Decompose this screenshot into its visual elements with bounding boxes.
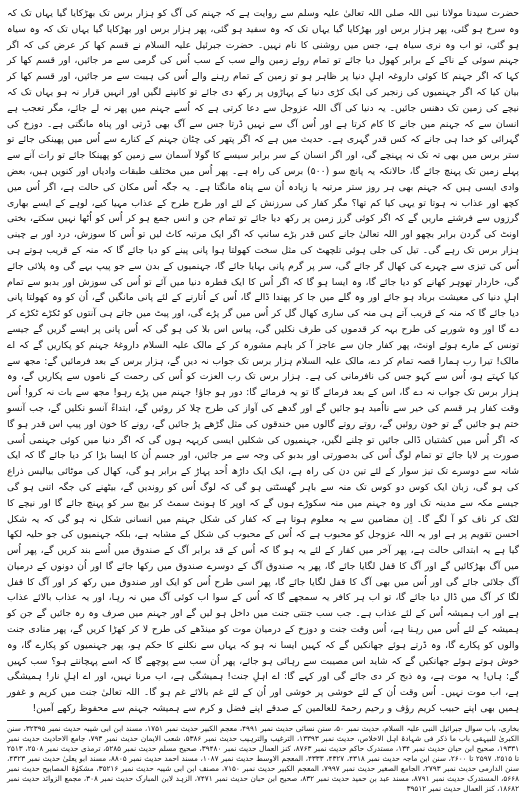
footnote-divider <box>7 720 519 721</box>
references-footnote: بخاری، باب سوال جبرائیل النبی علیہ السلام، حدیث نمبر ۵۰، سنن نسائی حدیث نمبر ۴۹۹۱، معجم الکبیر حدیث نمبر ۱۷۵۱، مسند ابن ابی شیبہ حدیث نمبر ۳۲۳۹۵، سنن الکبریٰ للبیہقی باب ما ذکر فی شہادۃ اہل الاخلاص، حدیث نمبر ۱۳۳۹۳، الترغیب والترہیب حدیث نمبر ۵۳۸۶، شعب الایمان حدیث نمبر ۷۹۳، جامع الاحادیث حدیث نمبر ۱۹۳۳۱، صحیح ابن حبان حدیث نمبر ۱۳۴، مستدرک حاکم حدیث نمبر ۸۷۶۳، کنز العمال حدیث نمبر ۳۹۴۸۰، صحیح مسلم حدیث نمبر ۵۲۸۵، ترمذی حدیث نمبر ۲۵۰۸، ۲۵۱۳ تا ۲۵۱۵، ۲۵۹۷ تا ۲۶۰۰، سنن ابن ماجہ حدیث نمبر ۴۳۱۸، ۴۳۲۷، ۴۳۳۳، المعجم الاوسط حدیث نمبر ۱۰۸۷، مسند احمد حدیث نمبر ۸۸۰۵، مسند ابو یعلیٰ حدیث نمبر ۴۳۲۳، سنن الدارمی حدیث نمبر ۲۷۹۳، الجامع الصغیر حدیث نمبر ۷۹۹۷، المعجم الکبیر حدیث نمبر ۷۱۵۰، مصنف ابن ابی شیبہ حدیث نمبر ۳۵۲۱۶، مشکوٰۃ المصابیح حدیث نمبر ۵۶۶۸، المستدرک حدیث نمبر ۸۷۹۱، مسند عبد بن حمید حدیث نمبر ۸۳۲، صحیح ابن حبان حدیث نمبر ۷۴۷۱، الزہد لابن المبارک حدیث نمبر ۳۰۸، مجمع الزوائد حدیث نمبر ۱۸۶۸۲، کنز العمال حدیث نمبر ۳۹۵۱۲ <box>7 723 520 794</box>
article-body: حضرت سیدنا مولانا نبی اللہ صلی اللہ تعالیٰ علیہ وسلم سے روایت ہے کہ جہنم کی آگ کو ہزار برس تک بھڑکایا گیا یہاں تک کہ وہ سرخ ہو گئی، پھر ہزار برس اور بھڑکایا گیا یہاں تک کہ وہ سفید ہو گئی، پھر ہزار برس اور بھڑکایا گیا یہاں تک کہ وہ سیاہ ہو گئی، تو اب وہ نری سیاہ ہے، جس میں روشنی کا نام نہیں۔ حضرت جبرئیل علیہ السلام نے قسم کھا کر عرض کی کہ اگر جہنم سوئی کے ناکے کے برابر کھول دیا جائے تو تمام روئے زمین والے سب کے سب اُس کی گرمی سے مر جائیں، اور قسم کھا کر کہا کہ اگر جہنم کا کوئی داروغہ اہلِ دنیا پر ظاہر ہو تو زمین کے تمام رہنے والے اُس کی ہیبت سے مر جائیں، اور قسم کھا کر بیان کیا کہ اگر جہنمیوں کی زنجیر کی ایک کڑی دنیا کے پہاڑوں پر رکھ دی جائے تو کانپنے لگیں اور انہیں قرار نہ ہو یہاں تک کہ نیچے کی زمین تک دھنس جائیں۔ یہ دنیا کی آگ اللہ عزوجل سے دعا کرتی ہے کہ اُسے جہنم میں پھر نہ لے جائے، مگر تعجب ہے انسان سے کہ جہنم میں جانے کا کام کرتا ہے اور اُس آگ سے نہیں ڈرتا جس سے آگ بھی ڈرتی اور پناہ مانگتی ہے۔ دوزخ کی گہرائی کو خدا ہی جانے کہ کس قدر گہری ہے۔ حدیث میں ہے کہ اگر پتھر کی چٹان جہنم کے کنارے سے اُس میں پھینکی جائے تو ستر برس میں بھی تہ تک نہ پہنچے گی، اور اگر انسان کے سر برابر سیسے کا گولا آسمان سے زمین کو پھینکا جائے تو رات آنے سے پہلے زمین تک پہنچ جائے گا، حالانکہ یہ پانچ سو (۵۰۰) برس کی راہ ہے۔ پھر اُس میں مختلف طبقات وادیاں اور کنویں ہیں، بعض وادی ایسی ہیں کہ جہنم بھی ہر روز ستر مرتبہ یا زیادہ اُن سے پناہ مانگتا ہے۔ یہ جگہ اُس مکان کی حالت ہے، اگر اُس میں کچھ اور عذاب نہ ہوتا تو یہی کیا کم تھا؟ مگر کفار کی سرزنش کے لئے اور طرح طرح کے عذاب مہیا کیے، لوہے کے ایسے بھاری گرزوں سے فرشتے ماریں گے کہ اگر کوئی گرز زمین پر رکھ دیا جائے تو تمام جن و انس جمع ہو کر اُس کو اُٹھا نہیں سکتے، بختی اونٹ کی گردن برابر بچھو اور اللہ تعالیٰ جانے کس قدر بڑے سانپ کہ اگر ایک مرتبہ کاٹ لیں تو اُس کا سوزش، درد اور بے چینی ہزار برس تک رہے گی۔ تیل کی جلی ہوئی تلچھٹ کی مثل سخت کھولتا ہوا پانی پینے کو دیا جائے گا کہ منہ کے قریب ہوتے ہی اُس کی تیزی سے چہرے کی کھال گر جائے گی، سر پر گرم پانی بہایا جائے گا، جہنمیوں کے بدن سے جو پیپ بہے گی وہ پلائی جائے گی، خاردار تھوہر کھانے کو دیا جائے گا، وہ ایسا ہو گا کہ اگر اُس کا ایک قطرہ دنیا میں آئے تو اُس کی سوزش اور بدبو سے تمام اہلِ دنیا کی معیشت برباد ہو جائے اور وہ گلے میں جا کر پھندا ڈالے گا، اُس کے اُتارنے کے لئے پانی مانگیں گے، اُن کو وہ کھولتا پانی دیا جائے گا کہ منہ کے قریب آتے ہی منہ کی ساری کھال گل کر اُس میں گر پڑے گی، اور پیٹ میں جاتے ہی آنتوں کو ٹکڑے ٹکڑے کر دے گا اور وہ شوربے کی طرح بہہ کر قدموں کی طرف نکلیں گی، پیاس اس بلا کی ہو گی کہ اُس پانی پر ایسے گریں گے جیسے تونس کے مارے ہوئے اونٹ، پھر کفار جان سے عاجز آ کر باہم مشورہ کر کے مالک علیہ السلام داروغۂ جہنم کو پکاریں گے کہ اے مالک! تیرا رب ہمارا قصہ تمام کر دے، مالک علیہ السلام ہزار برس تک جواب نہ دیں گے، ہزار برس کے بعد فرمائیں گے: مجھ سے کیا کہتے ہو، اُس سے کہو جس کی نافرمانی کی ہے۔ ہزار برس تک رب العزت کو اُس کی رحمت کے ناموں سے پکاریں گے، وہ ہزار برس تک جواب نہ دے گا، اس کے بعد فرمائے گا تو یہ فرمائے گا: دور ہو جاؤ! جہنم میں پڑے رہو! مجھ سے بات نہ کرو! اُس وقت کفار ہر قسم کی خیر سے نااُمید ہو جائیں گے اور گدھے کی آواز کی طرح چلا کر روئیں گے، ابتداءً آنسو نکلیں گے، جب آنسو ختم ہو جائیں گے تو خون روئیں گے، روتے روتے گالوں میں خندقوں کی مثل گڑھے پڑ جائیں گے، رونے کا خون اور پیپ اس قدر ہو گا کہ اگر اُس میں کشتیاں ڈالی جائیں تو چلنے لگیں، جہنمیوں کی شکلیں ایسی کریہہ ہوں گی کہ اگر دنیا میں کوئی جہنمی اُسی صورت پر لایا جائے تو تمام لوگ اُس کی بدصورتی اور بدبو کی وجہ سے مر جائیں، اور جسم اُن کا ایسا بڑا کر دیا جائے گا کہ ایک شانہ سے دوسرے تک تیز سوار کے لئے تین دن کی راہ ہے، ایک ایک داڑھ اُحد پہاڑ کے برابر ہو گی، کھال کی موٹائی بیالیس ذراع کی ہو گی، زبان ایک کوس دو کوس تک منہ سے باہر گھسٹتی ہو گی کہ لوگ اُس کو روندیں گے، بیٹھنے کی جگہ اتنی ہو گی جیسے مکہ سے مدینہ تک اور وہ جہنم میں منہ سکوڑے ہوں گے کہ اوپر کا ہونٹ سمٹ کر بیچ سر کو پہنچ جائے گا اور نیچے کا لٹک کر ناف کو آ لگے گا۔ اِن مضامین سے یہ معلوم ہوتا ہے کہ کفار کی شکل جہنم میں انسانی شکل نہ ہو گی کہ یہ شکل احسن تقویم پر ہے اور یہ اللہ عزوجل کو محبوب ہے کہ اُس کے محبوب کی شکل کے مشابہ ہے، بلکہ جہنمیوں کی جو حلیہ لکھا گیا ہے یہ ابتدائی حالت ہے، پھر آخر میں کفار کے لئے یہ ہو گا کہ اُس کے قد برابر آگ کے صندوق میں اُسے بند کریں گے، پھر اُس میں آگ بھڑکائیں گے اور آگ کا قفل لگایا جائے گا، پھر یہ صندوق آگ کے دوسرے صندوق میں رکھا جائے گا اور اُن دونوں کے درمیان آگ جلائی جائے گی اور اُس میں بھی آگ کا قفل لگایا جائے گا، پھر اسی طرح اُس کو ایک اور صندوق میں رکھ کر اور آگ کا قفل لگا کر آگ میں ڈال دیا جائے گا، تو اب ہر کافر یہ سمجھے گا کہ اُس کے سوا اب کوئی آگ میں نہ رہا، اور یہ عذاب بالائے عذاب ہے اور اب ہمیشہ اُس کے لئے عذاب ہے۔ جب سب جنتی جنت میں داخل ہو لیں گے اور جہنم میں صرف وہ رہ جائیں گے جن کو ہمیشہ کے لئے اُس میں رہنا ہے، اُس وقت جنت و دوزخ کے درمیان موت کو مینڈھے کی طرح لا کر کھڑا کریں گے، پھر منادی جنت والوں کو پکارے گا، وہ ڈرتے ہوئے جھانکیں گے کہ کہیں ایسا نہ ہو کہ یہاں سے نکلنے کا حکم ہو، پھر جہنمیوں کو پکارے گا، وہ خوش ہوتے ہوئے جھانکیں گے کہ شاید اس مصیبت سے رہائی ہو جائے، پھر اُن سب سے پوچھے گا کہ اسے پہچانتے ہو؟ سب کہیں گے: ہاں! یہ موت ہے، وہ ذبح کر دی جائے گی اور کہے گا: اے اہلِ جنت! ہمیشگی ہے، اب مرنا نہیں، اور اے اہلِ نار! ہمیشگی ہے، اب موت نہیں۔ اُس وقت اُن کے لئے خوشی پر خوشی اور اُن کے لئے غم بالائے غم ہو گا۔ اللہ تعالیٰ جنت میں کریم و غفور ہمیں بھی اپنے حبیب کریم رؤف و رحیم رحمۃ للعالمین کے صدقے اپنے فضل و کرم سے ہمیشہ جہنم سے محفوظ رکھے آمین! <box>7 8 519 715</box>
